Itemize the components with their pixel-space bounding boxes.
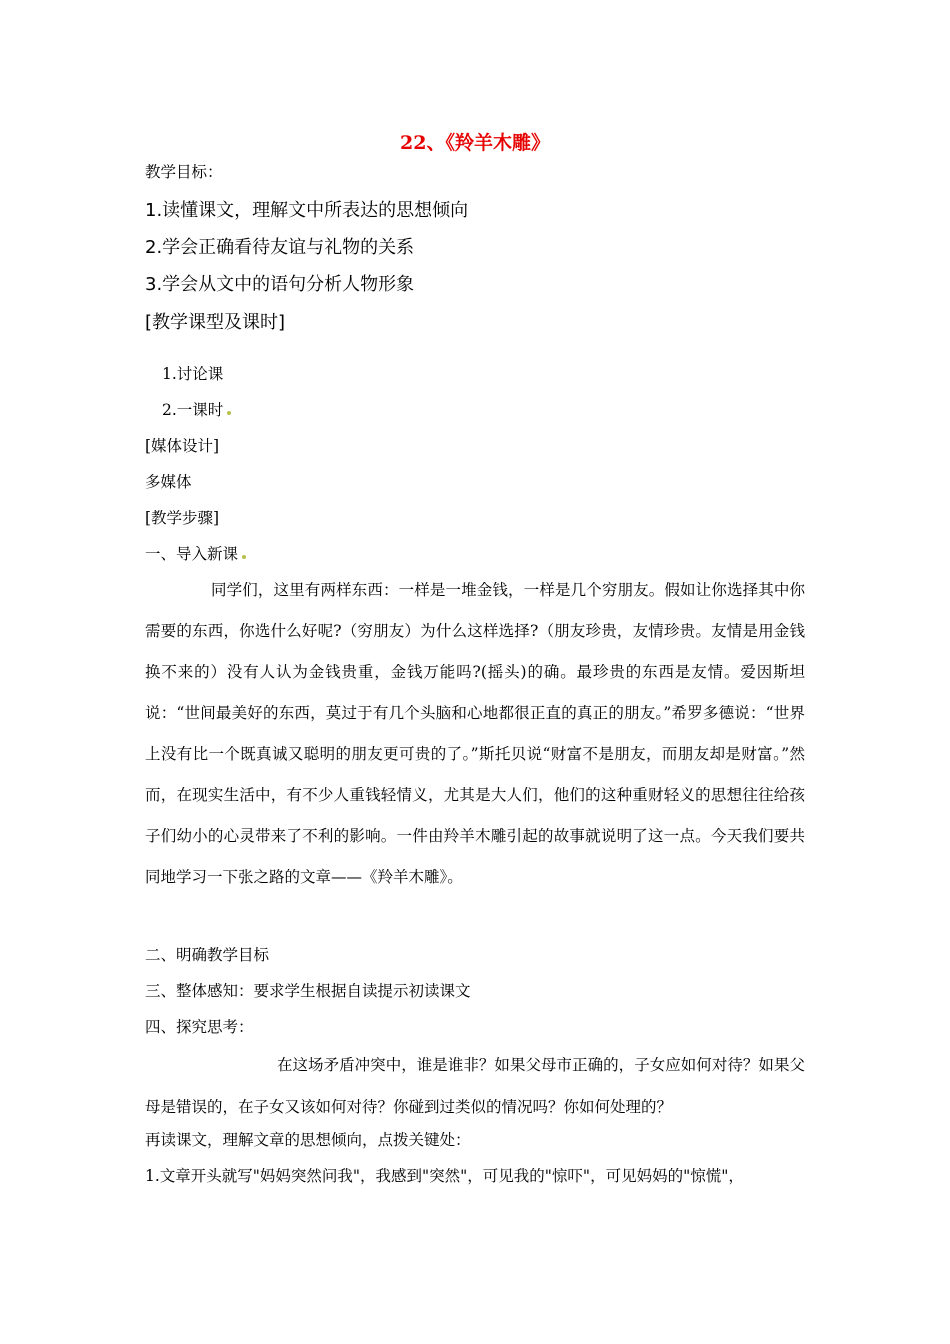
step1-heading: 一、导入新课 [145,545,239,563]
step4-heading: 四、探究思考： [145,1018,254,1036]
point1-line: 1.文章开头就写"妈妈突然问我"，我感到"突然"，可见我的"惊吓"，可见妈妈的"惊慌"， [145,1167,744,1185]
steps-heading: [教学步骤] [145,509,220,527]
lesson-type-heading: [教学课型及课时] [145,312,286,333]
step1-paragraph: 同学们，这里有两样东西：一样是一堆金钱，一样是几个穷朋友。假如让你选择其中你需要的东西，你选什么好呢?（穷朋友）为什么这样选择?（朋友珍贵，友情珍贵。友情是用金钱换不来的）没有人认为金钱贵重，金钱万能吗?(摇头)的确。最珍贵的东西是友情。爱因斯坦说：“世间最美好的东西，莫过于有几个头脑和心地都很正直的真正的朋友。”希罗多德说：“世界上没有比一个既真诚又聪明的朋友更可贵的了。”斯托贝说“财富不是朋友，而朋友却是财富。”然而，在现实生活中，有不少人重钱轻情义，尤其是大人们，他们的这种重财轻义的思想往往给孩子们幼小的心灵带来了不利的影响。一件由羚羊木雕引起的故事就说明了这一点。今天我们要共同地学习一下张之路的文章——《羚羊木雕》。 [145,581,805,886]
goal-item-2: 2.学会正确看待友谊与礼物的关系 [145,237,415,258]
lesson-type-item-2-row [162,400,231,420]
reread-line: 再读课文，理解文章的思想倾向，点拨关键处： [145,1131,471,1149]
step3-heading: 三、整体感知：要求学生根据自读提示初读课文 [145,982,471,1000]
lesson-type-item-2: 2.一课时 [162,401,224,419]
step2-heading: 二、明确教学目标 [145,946,270,964]
step1-heading-row [145,544,246,564]
goal-item-3: 3.学会从文中的语句分析人物形象 [145,274,415,295]
marker-dot-icon [242,555,246,559]
page-title: 22、《羚羊木雕》 [400,132,550,154]
marker-dot-icon [227,411,231,415]
media-heading: [媒体设计] [145,437,220,455]
step4-paragraph: 在这场矛盾冲突中，谁是谁非？如果父母市正确的，子女应如何对待？如果父母是错误的，在子女又该如何对待？你碰到过类似的情况吗？你如何处理的？ [145,1056,805,1116]
media-value: 多媒体 [145,473,192,491]
goal-item-1: 1.读懂课文，理解文中所表达的思想倾向 [145,200,469,221]
goals-heading: 教学目标： [145,163,223,181]
lesson-type-item-1: 1.讨论课 [162,365,224,383]
